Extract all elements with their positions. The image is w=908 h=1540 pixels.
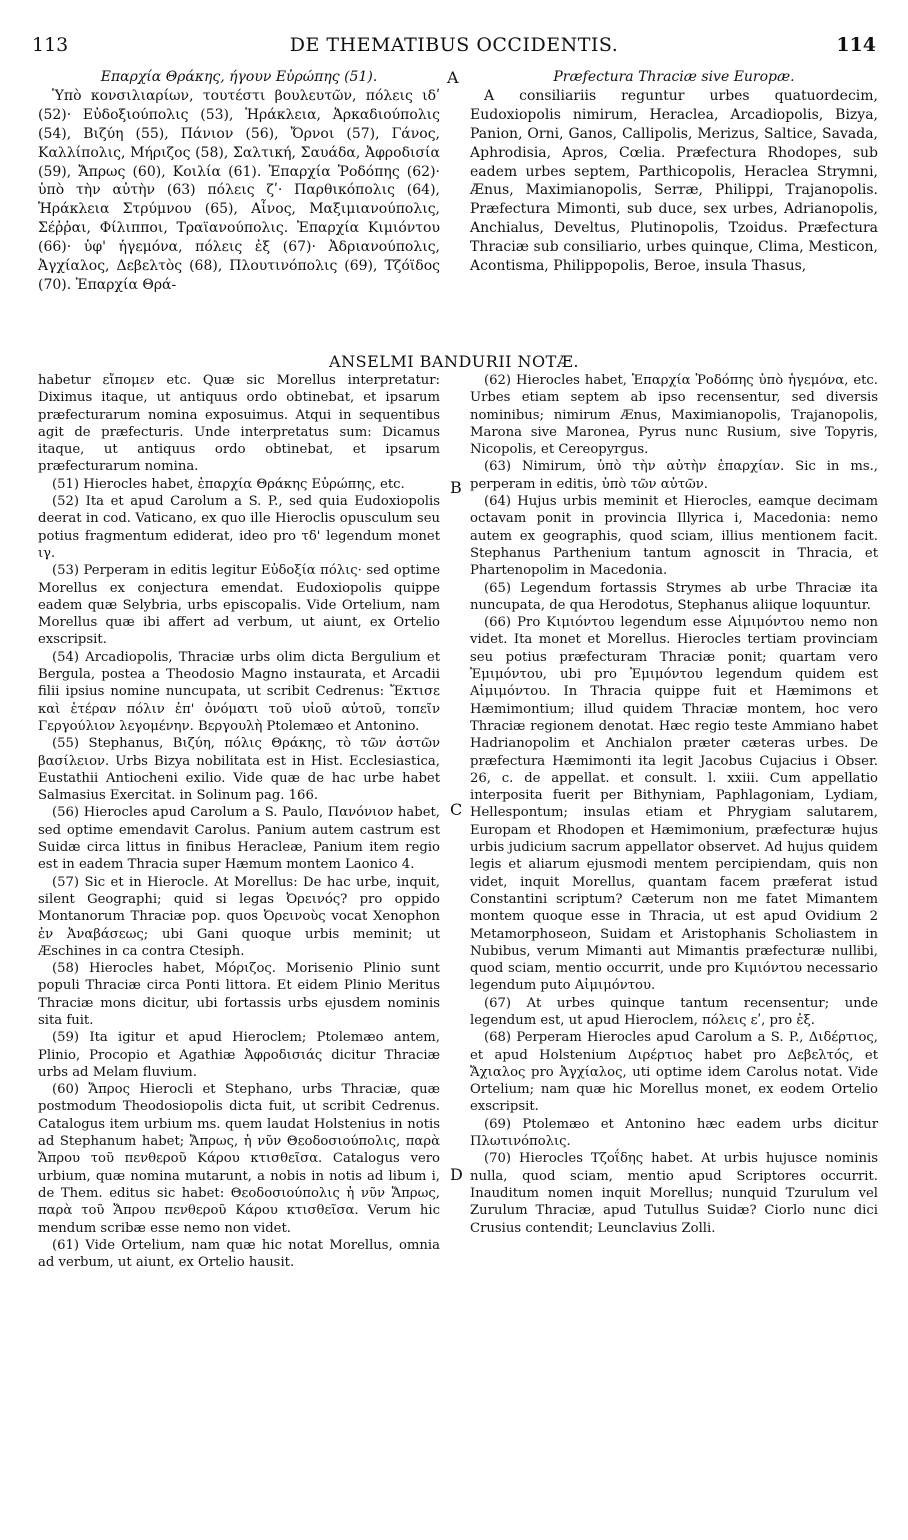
note-paragraph: (65) Legendum fortassis Strymes ab urbe Thraciæ ita nuncupata, de qua Herodotus, Stephanus aliique loquuntur. — [470, 580, 878, 613]
greek-text-column — [38, 68, 440, 295]
note-paragraph: (66) Pro Κιμιόντου legendum esse Αἱμιμόντου nemo non videt. Ita monet et Morellus. Hierocles tertiam provinciam seu potius præfecturam Thraciæ ponit; quartam vero Ἐμιμόντου, ubi pro Ἐμιμόντου legendum quidem est Αἱμιμόντου. In Thracia quippe fuit et Hæmimons et Hæmimontium; illud quidem Thraciæ montem, hoc vero Thraciæ regionem denotat. Hæc regio teste Ammiano habet Hadrianopolim et Anchialon præter cæteras urbes. De præfectura Hæmimonti ita legit Jacobus Cujacius i Obser. 26, c. de appellat. et consult. l. xxiii. Cum appellatio interposita fuerit per Bithyniam, Paphlagoniam, Lydiam, Hellespontum; insulas etiam et Phrygiam salutarem, Europam et Rhodopen et Hæmimonium, præfecturæ hujus urbis judicium sacrum appellator observet. Ad hujus quidem legis et aliarum ejusmodi mentem percipiendam, quis non videt, inquit Morellus, quantam facem præferat istud Constantini scriptum? Cæterum non me fatet Mimantem montem quoque esse in Thracia, ut est apud Ovidium 2 Metamorphoseon, Suidam et Aristophanis Scholiastem in Nubibus, verum Mimanti aut Mimantis præfecturæ nullibi, quod sciam, mentio occurrit, unde pro Κιμιόντου necessario legendum puto Αἱμιμόντου. — [470, 615, 878, 994]
notes-right-column — [470, 372, 878, 1237]
note-paragraph: (51) Hierocles habet, ἐπαρχία Θράκης Εὐρώπης, etc. — [52, 476, 405, 492]
note-paragraph: (63) Nimirum, ὑπὸ τὴν αὐτὴν ἐπαρχίαν. Sic in ms., perperam in editis, ὑπὸ τῶν αὐτῶν. — [470, 459, 878, 492]
notes-left-column — [38, 372, 440, 1271]
latin-text-column — [470, 68, 878, 276]
note-paragraph: (57) Sic et in Hierocle. At Morellus: De hac urbe, inquit, silent Geographi; quid si legas Ὀρεινός? pro oppido Montanorum Thraciæ pop. quos Ὀρεινοὺς vocat Xenophon ἐν Ἀναβάσεως; ubi Gani quoque urbis meminit; ut Æschines in ca contra Ctesiph. — [38, 874, 440, 959]
margin-letter-b: B — [450, 478, 462, 497]
section-heading: ANSELMI BANDURII NOTÆ. — [329, 352, 579, 371]
margin-letter-c: C — [450, 800, 463, 819]
page-number-right: 114 — [836, 34, 876, 56]
latin-text: A consiliariis reguntur urbes quatuordecim, Eudoxiopolis nimirum, Heraclea, Arcadiopolis, Bizya, Panion, Orni, Ganos, Callipolis, Merizus, Saltice, Savada, Aphrodisia, Apros, Cœlia. Præfectura Rhodopes, sub eadem urbes septem, Parthicopolis, Heraclea Strymni, Ænus, Maximianopolis, Serræ, Philippi, Trajanopolis. Præfectura Mimonti, sub duce, sex urbes, Adrianopolis, Anchialus, Develtus, Plutinopolis, Tzoidus. Præfectura Thraciæ sub consiliario, urbes quinque, Clima, Mesticon, Acontisma, Philippopolis, Beroe, insula Thasus, — [470, 87, 878, 275]
note-paragraph: (68) Perperam Hierocles apud Carolum a S. P., Διδέρτιος, et apud Holstenium Διρέρτιος habet pro Δεβελτός, et Ἄχιαλος pro Ἀγχίαλος, uti optime idem Carolus notat. Vide Ortelium; nam quæ hic Morellus monet, ex eodem Ortelio exscripsit. — [470, 1030, 878, 1115]
latin-heading: Præfectura Thraciæ sive Europæ. — [553, 69, 795, 85]
note-paragraph: (56) Hierocles apud Carolum a S. Paulo, Πανόνιον habet, sed optime emendavit Carolus. Panium autem castrum est Suidæ circa littus in finibus Heracleæ, Panium item regio est in eadem Thracia super Hæmum montem Laonico 4. — [38, 805, 440, 873]
note-paragraph: (61) Vide Ortelium, nam quæ hic notat Morellus, omnia ad verbum, ut aiunt, ex Ortelio hausit. — [38, 1237, 440, 1271]
note-paragraph: habetur εἴπομεν etc. Quæ sic Morellus interpretatur: Diximus itaque, ut antiquus ordo obtinebat, et ipsarum præfecturarum nomina exposuimus. Atqui in sequentibus agit de præfecturis. Unde interpretatus sum: Dicamus itaque, ut antiquus ordo obtinebat, et ipsarum præfecturarum nomina. — [38, 373, 440, 475]
note-paragraph: (70) Hierocles Τζοΐδης habet. At urbis hujusce nominis nulla, quod sciam, mentio apud Scriptores occurrit. Inauditum nomen inquit Morellus; nunquid Tzurulum vel Zurulum Thraciæ, apud Tutullus Suidæ? Ciorlo nunc dici Crusius contendit; Leunclavius Zolli. — [470, 1151, 878, 1236]
note-paragraph: (60) Ἄπρος Hierocli et Stephano, urbs Thraciæ, quæ postmodum Theodosiopolis dicta fuit, ut scribit Cedrenus. Catalogus item urbium ms. quem laudat Holstenius in notis ad Stephanum habet; Ἄπρως, ἡ νῦν Θεοδοσιούπολις, παρὰ Ἄπρου τοῦ πενθεροῦ Κάρου κτισθεῖσα. Catalogus vero urbium, quæ nomina mutarunt, a nobis in notis ad libum i, de Them. editus sic habet: Θεοδοσιούπολις ἡ νῦν Ἄπρως, παρὰ τοῦ Ἄπρου πενθεροῦ Κάρου κτισθεῖσα. Verum hic mendum scribæ esse nemo non videt. — [38, 1082, 440, 1236]
note-paragraph: (59) Ita igitur et apud Hieroclem; Ptolemæo antem, Plinio, Procopio et Agathiæ Ἀφροδισιάς dicitur Thraciæ urbs ad Melam fluvium. — [38, 1030, 440, 1080]
note-paragraph: (52) Ita et apud Carolum a S. P., sed quia Eudoxiopolis deerat in cod. Vaticano, ex quo ille Hieroclis opusculum seu potius fragmentum ediderat, ideo pro τδ' legendum monet ιγ. — [38, 494, 440, 561]
greek-heading: Επαρχία Θράκης, ήγουν Εὐρώπης (51). — [100, 69, 378, 85]
note-paragraph: (54) Arcadiopolis, Thraciæ urbs olim dicta Bergulium et Bergula, postea a Theodosio Magno instaurata, et Arcadii filii ipsius nomine nuncupata, ut scribit Cedrenus: Ἔκτισε καὶ ἑτέραν πόλιν ἐπ' ὀνόματι τοῦ υἱοῦ αὐτοῦ, τοπεῖν Γεργούλιον λεγομένην. Βεργουλὴ Ptolemæo et Antonino. — [38, 649, 440, 734]
margin-letter-a: A — [447, 68, 459, 87]
greek-text: Ὑπὸ κονσιλιαρίων, τουτέστι βουλευτῶν, πόλεις ιδʹ (52)· Εὐδοξιούπολις (53), Ἡράκλεια, Ἀρκαδιούπολις (54), Βιζύη (55), Πάνιον (56), Ὄρνοι (57), Γάνος, Καλλίπολις, Μήριζος (58), Σαλτική, Σαυάδα, Ἀφροδισία (59), Ἄπρως (60), Κοιλία (61). Ἐπαρχία Ῥοδόπης (62)· ὑπὸ τὴν αὐτὴν (63) πόλεις ζʹ· Παρθικόπολις (64), Ἡράκλεια Στρύμνου (65), Αἶνος, Μαξιμιανούπολις, Σέῤῥαι, Φίλιπποι, Τραϊανούπολις. Ἐπαρχία Κιμιόντου (66)· ὑφ' ἡγεμόνα, πόλεις ἐξ (67)· Ἀδριανούπολις, Ἀγχίαλος, Δεβελτὸς (68), Πλουτινόπολις (69), Τζόϊδος (70). Ἐπαρχία Θρά- — [38, 87, 440, 293]
note-paragraph: (62) Hierocles habet, Ἐπαρχία Ῥοδόπης ὑπὸ ἡγεμόνα, etc. Urbes etiam septem ab ipso recensentur, sed diversis nominibus; nimirum Ænus, Maximianopolis, Trajanopolis, Marona sive Maronea, Pyrus nunc Rusium, sive Topyris, Nicopolis, et Cereopyrgus. — [470, 373, 878, 458]
note-paragraph: (53) Perperam in editis legitur Εὐδοξία πόλις· sed optime Morellus ex conjectura emendat. Eudoxiopolis quippe eadem quæ Selybria, urbs episcopalis. Vide Ortelium, nam Morellus quæ ibi affert ad verbum, ut aiunt, ex Ortelio exscripsit. — [38, 563, 440, 648]
running-title: DE THEMATIBUS OCCIDENTIS. — [289, 34, 619, 56]
note-paragraph: (69) Ptolemæo et Antonino hæc eadem urbs dicitur Πλωτινόπολις. — [470, 1116, 878, 1150]
note-paragraph: (64) Hujus urbis meminit et Hierocles, eamque decimam octavam ponit in provincia Illyrica i, Macedonia: nemo autem ex geographis, quod sciam, illius mentionem facit. Stephanus Parthenium tantum agnoscit in Thracia, et Phartenopolim in Macedonia. — [470, 494, 878, 579]
running-header — [32, 34, 876, 58]
margin-letter-d: D — [450, 1165, 463, 1184]
note-paragraph: (55) Stephanus, Βιζύη, πόλις Θράκης, τὸ τῶν ἀστῶν βασίλειον. Urbs Bizya nobilitata est in Hist. Ecclesiastica, Eustathii Antiocheni exilio. Vide quæ de hac urbe habet Salmasius Exercitat. in Solinum pag. 166. — [38, 736, 440, 804]
note-paragraph: (67) At urbes quinque tantum recensentur; unde legendum est, ut apud Hieroclem, πόλεις εʹ, pro ἐξ. — [470, 995, 878, 1028]
note-paragraph: (58) Hierocles habet, Μόριζος. Morisenio Plinio sunt populi Thraciæ circa Ponti littora. Et eidem Plinio Meritus Thraciæ mons dicitur, ubi fortassis urbs ejusdem nominis sita fuit. — [38, 961, 440, 1028]
page-number-left: 113 — [32, 34, 69, 56]
